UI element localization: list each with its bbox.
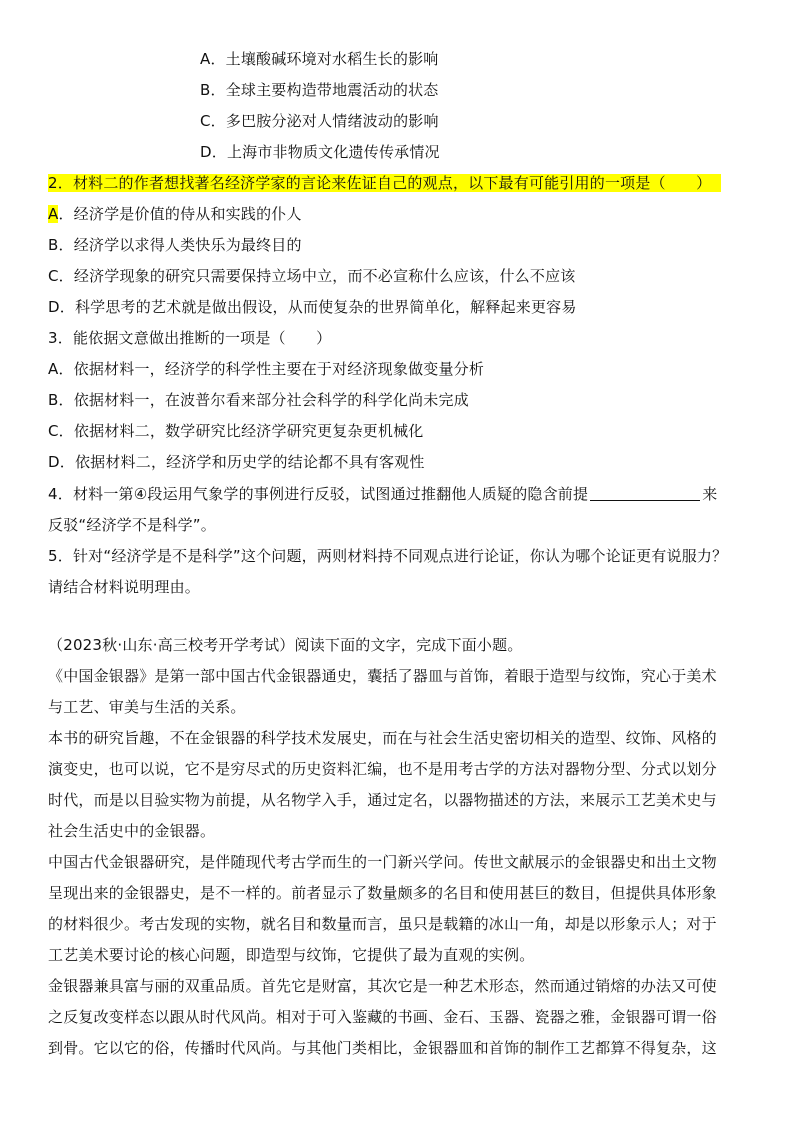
- q3-option-c: C．依据材料二，数学研究比经济学研究更复杂更机械化: [48, 422, 424, 440]
- passage-line: 社会生活史中的金银器。: [48, 822, 216, 840]
- q2-stem-pad: [711, 174, 721, 192]
- q2-option-a: [48, 204, 302, 224]
- q1-option-c: C．多巴胺分泌对人情绪波动的影响: [200, 112, 439, 130]
- q4-line2: 反驳“经济学不是科学”。: [48, 516, 216, 534]
- q3-option-b: B．依据材料一，在波普尔看来部分社会科学的科学化尚未完成: [48, 391, 469, 409]
- passage-line: 之反复改变样态以跟从时代风尚。相对于可入鉴藏的书画、金石、玉器、瓷器之雅，金银器可谓一俗: [48, 1008, 717, 1026]
- passage-source: （2023秋·山东·高三校考开学考试）阅读下面的文字，完成下面小题。: [48, 636, 523, 654]
- q5-line1: 5．针对“经济学是不是科学”这个问题，两则材料持不同观点进行论证，你认为哪个论证更有说服力？: [48, 547, 728, 565]
- passage-line: 工艺美术要讨论的核心问题，即造型与纹饰，它提供了最为直观的实例。: [48, 946, 535, 964]
- passage-line: 本书的研究旨趣，不在金银器的科学技术发展史，而在与社会生活史密切相关的造型、纹饰、风格的: [48, 729, 717, 747]
- q4-text-part1: 4．材料一第④段运用气象学的事例进行反驳，试图通过推翻他人质疑的隐含前提: [48, 485, 589, 503]
- q1-option-d: D．上海市非物质文化遗传传承情况: [200, 143, 440, 161]
- q2-answer-letter: A: [48, 205, 59, 223]
- passage-line: 时代，而是以目验实物为前提，从名物学入手，通过定名，以器物描述的方法，来展示工艺美术史与: [48, 791, 717, 809]
- q5-line2: 请结合材料说明理由。: [48, 578, 201, 596]
- q2-stem: [48, 173, 721, 193]
- q4-line1: [48, 484, 717, 504]
- q3-option-d: D．依据材料二，经济学和历史学的结论都不具有客观性: [48, 453, 425, 471]
- q3-stem: 3．能依据文意做出推断的一项是（ ）: [48, 329, 332, 347]
- q2-option-b: B．经济学以求得人类快乐为最终目的: [48, 236, 302, 254]
- passage-line: 的材料很少。考古发现的实物，就名目和数量而言，虽只是载籍的冰山一角，却是以形象示人；对于: [48, 915, 717, 933]
- q2-option-a-text: ．经济学是价值的侍从和实践的仆人: [58, 205, 302, 223]
- q3-option-a: A．依据材料一，经济学的科学性主要在于对经济现象做变量分析: [48, 360, 485, 378]
- q2-option-d: D．科学思考的艺术就是做出假设，从而使复杂的世界简单化，解释起来更容易: [48, 298, 577, 316]
- passage-line: 到骨。它以它的俗，传播时代风尚。与其他门类相比，金银器皿和首饰的制作工艺都算不得复杂，这: [48, 1039, 717, 1057]
- passage-line: 呈现出来的金银器史，是不一样的。前者显示了数量颇多的名目和使用甚巨的数目，但提供具体形象: [48, 884, 717, 902]
- q4-answer-blank[interactable]: [590, 485, 700, 501]
- q1-option-b: B．全球主要构造带地震活动的状态: [200, 81, 439, 99]
- q2-option-c: C．经济学现象的研究只需要保持立场中立，而不必宣称什么应该，什么不应该: [48, 267, 576, 285]
- q1-option-a: A．土壤酸碱环境对水稻生长的影响: [200, 50, 439, 68]
- q2-stem-text: 2．材料二的作者想找著名经济学家的言论来佐证自己的观点，以下最有可能引用的一项是（ ）: [48, 174, 712, 192]
- passage-line: 演变史，也可以说，它不是穷尽式的历史资料汇编，也不是用考古学的方法对器物分型、分式以划分: [48, 760, 717, 778]
- q4-text-part2: 来: [702, 485, 718, 503]
- passage-line: 金银器兼具富与丽的双重品质。首先它是财富，其次它是一种艺术形态，然而通过销熔的办法又可使: [48, 977, 717, 995]
- passage-line: 《中国金银器》是第一部中国古代金银器通史，囊括了器皿与首饰，着眼于造型与纹饰，究心于美术: [48, 667, 717, 685]
- passage-line: 中国古代金银器研究，是伴随现代考古学而生的一门新兴学问。传世文献展示的金银器史和出土文物: [48, 853, 717, 871]
- passage-line: 与工艺、审美与生活的关系。: [48, 698, 246, 716]
